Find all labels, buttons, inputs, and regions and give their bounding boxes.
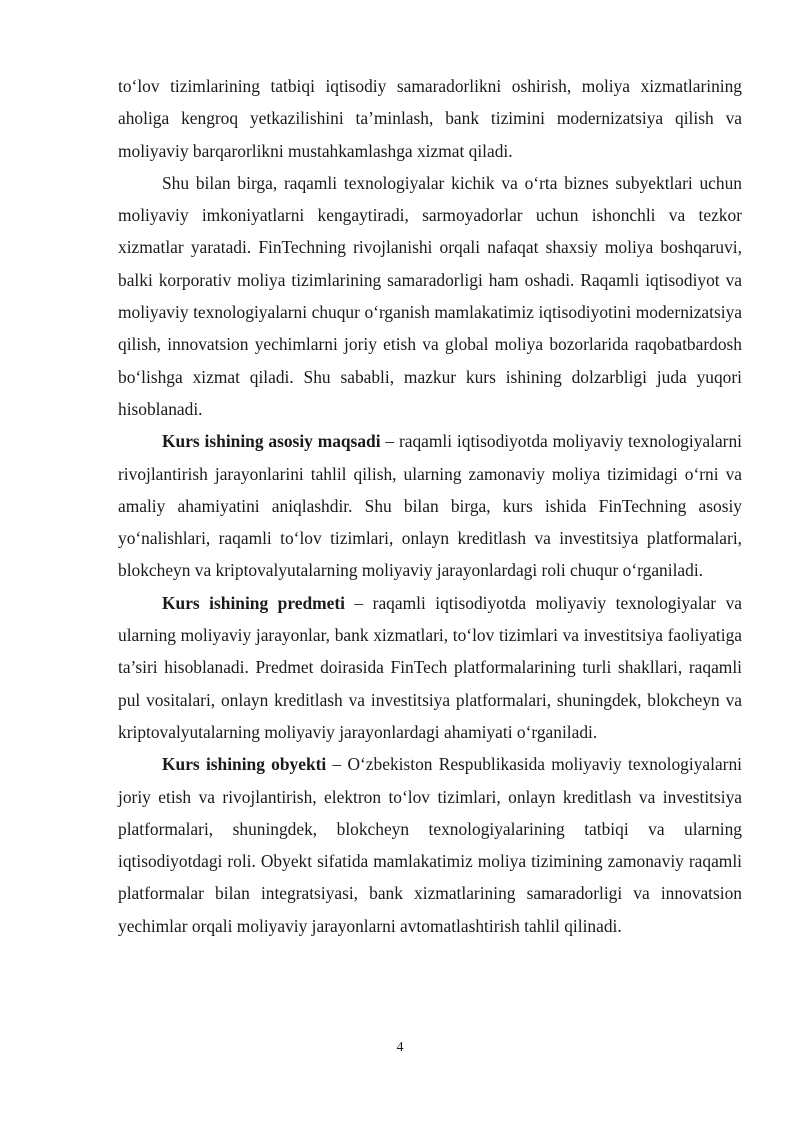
paragraph-text: – raqamli iqtisodiyotda moliyaviy texnologiyalar va ularning moliyaviy jarayonlar, bank xizmatlari, to‘lov tizimlari va investitsiya faoliyatiga ta’siri hisoblanadi. Predmet doirasida FinTech platformalarining turli shakllari, raqamli pul vositalari, onlayn kreditlash va investitsiya platformalari, shuningdek, blokcheyn va kriptovalyutalarning moliyaviy jarayonlardagi ahamiyati o‘rganiladi.: [118, 592, 742, 742]
page-number: 4: [396, 1040, 404, 1055]
paragraph-text: Shu bilan birga, raqamli texnologiyalar kichik va o‘rta biznes subyektlari uchun moliyaviy imkoniyatlarni kengaytiradi, sarmoyadorlar uchun ishonchli va tezkor xizmatlar yaratadi. FinTechning rivojlanishi orqali nafaqat shaxsiy moliya boshqaruvi, balki korporativ moliya tizimlarining samaradorligi ham oshadi. Raqamli iqtisodiyot va moliyaviy texnologiyalarni chuqur o‘rganish mamlakatimiz iqtisodiyotini modernizatsiya qilish, innovatsion yechimlarni joriy etish va global moliya bozorlarida raqobatbardosh bo‘lishga xizmat qiladi. Shu sababli, mazkur kurs ishining dolzarbligi juda yuqori hisoblanadi.: [118, 172, 742, 419]
paragraph-goal: [118, 425, 742, 586]
paragraph-object: [118, 748, 742, 942]
paragraph-relevance: [118, 167, 742, 425]
paragraph-text: – O‘zbekiston Respublikasida moliyaviy texnologiyalarni joriy etish va rivojlantirish, elektron to‘lov tizimlari, onlayn kreditlash va investitsiya platformalari, shuningdek, blokcheyn texnologiyalarining tatbiqi va ularning iqtisodiyotdagi roli. Obyekt sifatida mamlakatimiz moliya tizimining zamonaviy raqamli platformalar bilan integratsiyasi, bank xizmatlarining samaradorligi va innovatsion yechimlar orqali moliyaviy jarayonlarni avtomatlashtirish tahlil qilinadi.: [118, 754, 742, 936]
object-heading: Kurs ishining obyekti: [162, 754, 327, 775]
subject-heading: Kurs ishining predmeti: [162, 592, 345, 613]
paragraph-text: to‘lov tizimlarining tatbiqi iqtisodiy samaradorlikni oshirish, moliya xizmatlarining aholiga kengroq yetkazilishini ta’minlash, bank tizimini modernizatsiya qilish va moliyaviy barqarorlikni mustahkamlashga xizmat qiladi.: [118, 76, 742, 161]
document-body: [118, 70, 742, 942]
paragraph-intro-continuation: [118, 70, 742, 167]
paragraph-text: – raqamli iqtisodiyotda moliyaviy texnologiyalarni rivojlantirish jarayonlarini tahlil qilish, ularning zamonaviy moliya tizimidagi o‘rni va amaliy ahamiyatini aniqlashdir. Shu bilan birga, kurs ishida FinTechning asosiy yo‘nalishlari, raqamli to‘lov tizimlari, onlayn kreditlash va investitsiya platformalari, blokcheyn va kriptovalyutalarning moliyaviy jarayonlardagi roli chuqur o‘rganiladi.: [118, 431, 742, 581]
paragraph-subject: [118, 587, 742, 748]
goal-heading: Kurs ishining asosiy maqsadi: [162, 431, 381, 452]
